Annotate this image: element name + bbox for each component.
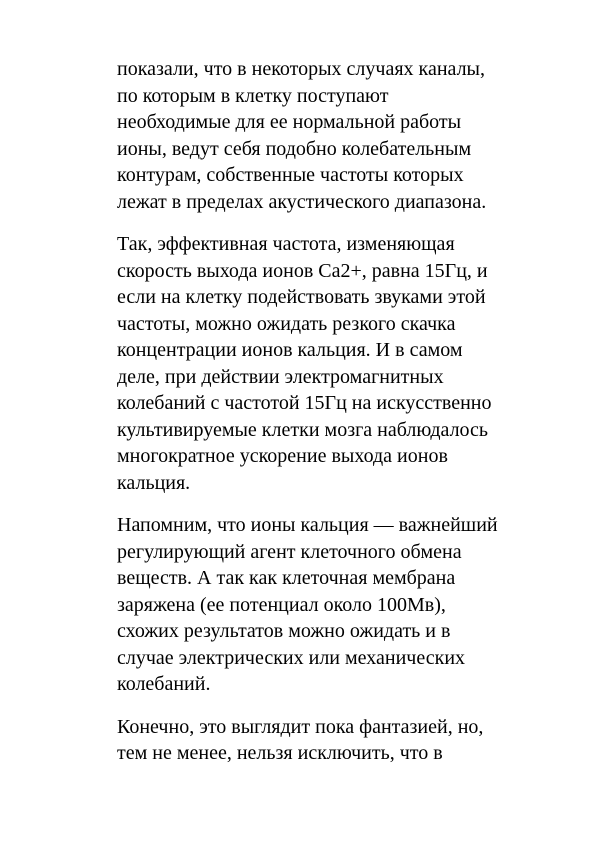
paragraph-3: Напомним, что ионы кальция — важнейший регулирующий агент клеточного обмена веществ. А так как клеточная мембрана заряжена (ее потенциал около 100Мв), схожих результатов можно ожидать и в случае электрических или механических колебаний. — [117, 514, 498, 695]
paragraph-4: Конечно, это выглядит пока фантазией, но, тем не менее, нельзя исключить, что в — [117, 715, 484, 764]
body-text — [117, 56, 537, 783]
paragraph-2: Так, эффективная частота, изменяющая скорость выхода ионов Са2+, равна 15Гц, и если на клетку подействовать звуками этой частоты, можно ожидать резкого скачка концентрации ионов кальция. И в самом деле, при действии электромагнитных колебаний с частотой 15Гц на искусственно культивируемые клетки мозга наблюдалось многократное ускорение выхода ионов кальция. — [117, 233, 492, 494]
paragraph-1: показали, что в некоторых случаях каналы, по которым в клетку поступают необходимые для ее нормальной работы ионы, ведут себя подобно колебательным контурам, собственные частоты которых лежат в пределах акустического диапазона. — [117, 58, 487, 213]
